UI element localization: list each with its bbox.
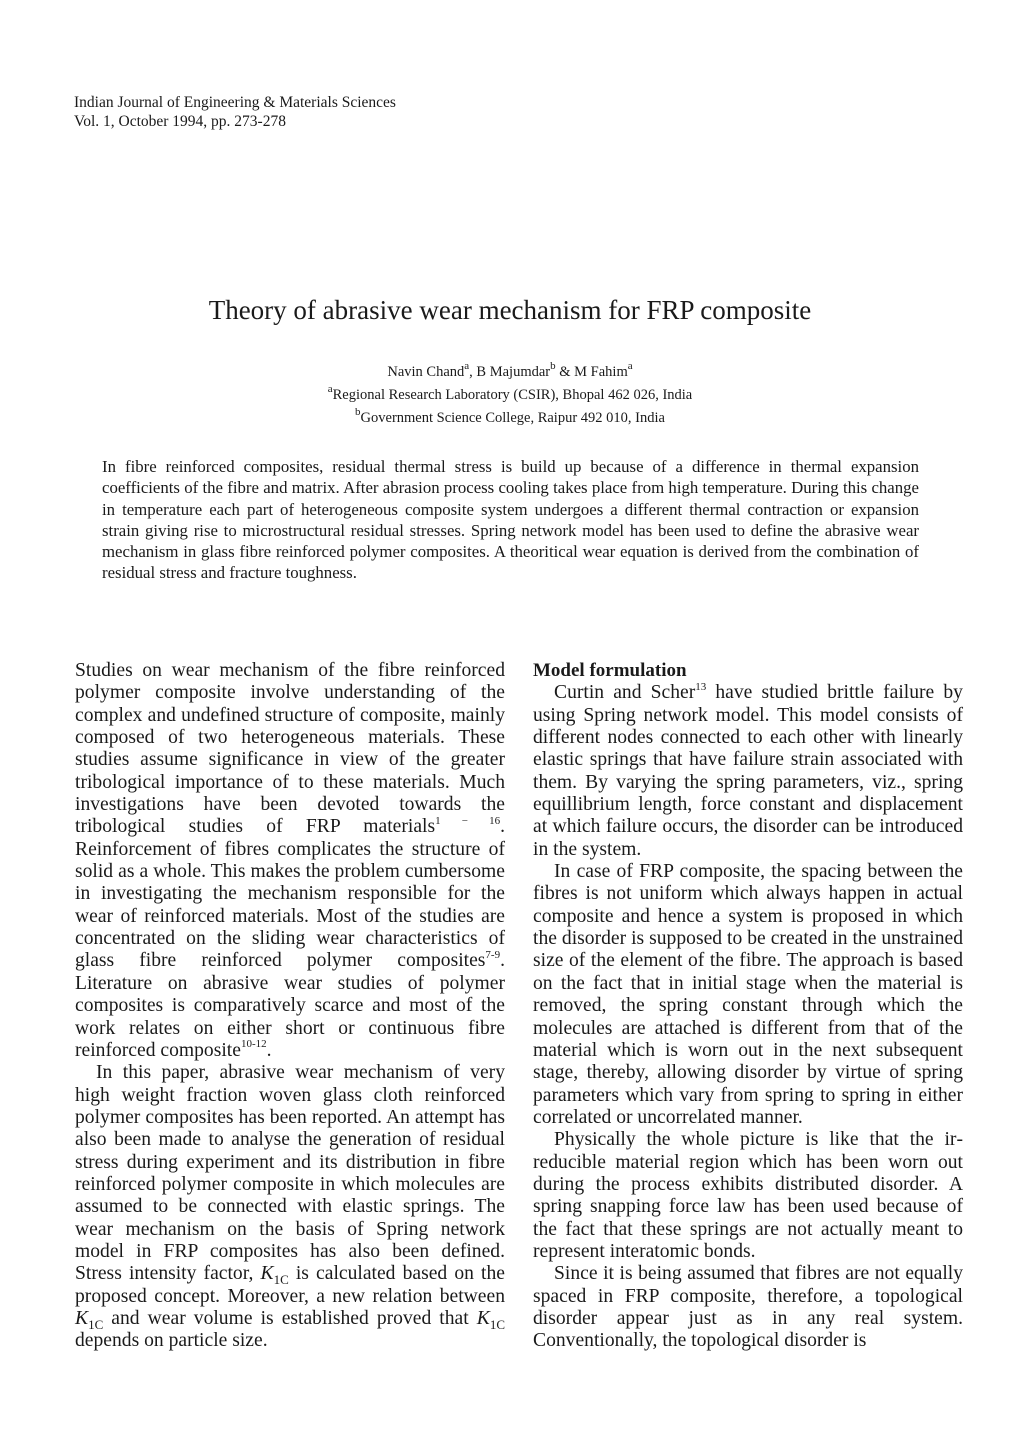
text-run: depends on particle size.	[75, 1330, 268, 1352]
author-line	[0, 361, 1020, 384]
author-3-mark: a	[627, 360, 633, 373]
citation: 13	[695, 680, 707, 693]
affiliation-b-text: Government Science College, Raipur 492 010, India	[360, 410, 665, 426]
citation: 1 − 16	[435, 814, 501, 827]
citation: 7-9	[485, 948, 501, 961]
author-2: , B Majumdar	[469, 364, 551, 380]
math-subscript: 1C	[88, 1316, 104, 1332]
author-3: & M Fahim	[555, 364, 628, 380]
journal-name: Indian Journal of Engineering & Materials Sciences	[74, 94, 396, 111]
math-symbol: K	[260, 1263, 274, 1285]
section-heading: Model formulation	[533, 660, 687, 681]
affiliation-a-text: Regional Research Laboratory (CSIR), Bhopal 462 026, India	[332, 387, 693, 403]
math-symbol: K	[75, 1307, 89, 1329]
journal-header	[74, 93, 396, 131]
text-run: . Reinforcement of fibres complicates the structure of solid as a whole. This makes the problem cumbersome in investigating the mechanism responsible for the wear of reinforced materials. Most of the studies are concentrated on the sliding wear characteristics of glass fibre reinforced polymer composites	[75, 816, 505, 972]
paper-title: Theory of abrasive wear mechanism for FRP composite	[208, 295, 812, 325]
affiliation-a-mark: a	[327, 383, 333, 396]
affiliation-b	[0, 407, 1020, 430]
math-subscript: 1C	[273, 1272, 289, 1288]
left-column	[75, 660, 505, 1353]
right-column	[533, 660, 963, 1353]
math-subscript: 1C	[489, 1316, 505, 1332]
author-2-mark: b	[550, 360, 556, 373]
text-run: . Literature on abrasive wear studies of polymer composites is comparatively scarce and most of the work relates on either short or continuous fibre reinforced composite	[75, 950, 505, 1061]
abstract: In fibre reinforced composites, residual thermal stress is build up because of a difference in thermal expansion coefficients of the fibre and matrix. After abrasion process cooling takes place from high temperature. During this change in temperature each part of heterogeneous composite system undergoes a different thermal contraction or expansion strain giving rise to microstructural residual stresses. Spring network model has been used to define the abrasive wear mechanism in glass fibre reinforced polymer composites. A theoritical wear equation is derived from the combination of residual stress and fracture toughness.	[102, 457, 919, 583]
citation: 10-12	[240, 1038, 267, 1051]
math-symbol: K	[476, 1307, 490, 1329]
text-run: In this paper, abrasive wear mechanism of very high weight fraction woven glass cloth reinforced polymer composites has been reported. An attempt has also been made to analyse the generation of residual stress during experiment and its distribution in fibre reinforced polymer composite in which molecules are assumed to be connected with elastic springs. The wear mechanism on the basis of Spring network model in FRP composites has also been defined. Stress intensity factor,	[75, 1062, 505, 1285]
intro-paragraph-1	[75, 660, 505, 1062]
journal-issue: Vol. 1, October 1994, pp. 273-278	[74, 113, 286, 130]
text-run: is calculated based on the proposed concept. Moreover, a new relation between	[75, 1263, 505, 1307]
intro-paragraph-2	[75, 1062, 505, 1352]
affiliation-b-mark: b	[355, 406, 361, 419]
text-run: Studies on wear mechanism of the fibre reinforced polymer composite involve understanding of the complex and undefined structure of composite, mainly composed of two heterogeneous materials. These studies assume significance in view of the greater tribological importance of to these materials. Much investigations have been devoted towards the tribological studies of FRP materials	[75, 660, 505, 838]
model-paragraph-1	[533, 682, 963, 861]
affiliation-a	[0, 384, 1020, 407]
model-paragraph-4: Since it is being assumed that fibres are not equally spaced in FRP composite, therefore, a topological disorder appear just as in any real system. Conventionally, the topological disorder is	[533, 1263, 963, 1352]
author-1-mark: a	[464, 360, 470, 373]
author-block	[0, 361, 1020, 430]
author-1: Navin Chand	[387, 364, 465, 380]
text-run: have studied brittle failure by using Spring network model. This model consists of different nodes connected to each other with linearly elastic springs that have failure strain associated with them. By varying the spring parameters, viz., spring equillibrium length, force constant and displacement at which failure occurs, the disorder can be introduced in the system.	[533, 682, 963, 860]
model-paragraph-2: In case of FRP composite, the spacing between the fibres is not uniform which always happen in actual composite and hence a system is proposed in which the disorder is supposed to be created in the unstrained size of the element of the fibre. The approach is based on the fact that in initial stage when the material is removed, the spring constant through which the molecules are attached is different from that of the material which is worn out in the next subsequent stage, thereby, allowing disorder by virtue of spring parameters which vary from spring to spring in either correlated or uncorrelated manner.	[533, 861, 963, 1128]
text-run: and wear volume is established proved that	[103, 1307, 477, 1329]
text-run: Curtin and Scher	[554, 682, 696, 704]
text-run: .	[266, 1039, 272, 1061]
model-paragraph-3: Physically the whole picture is like that the irreducible material region which has been worn out during the process exhibits distributed disorder. A spring snapping force law has been used because of the fact that these springs are not actually meant to represent interatomic bonds.	[533, 1129, 963, 1262]
